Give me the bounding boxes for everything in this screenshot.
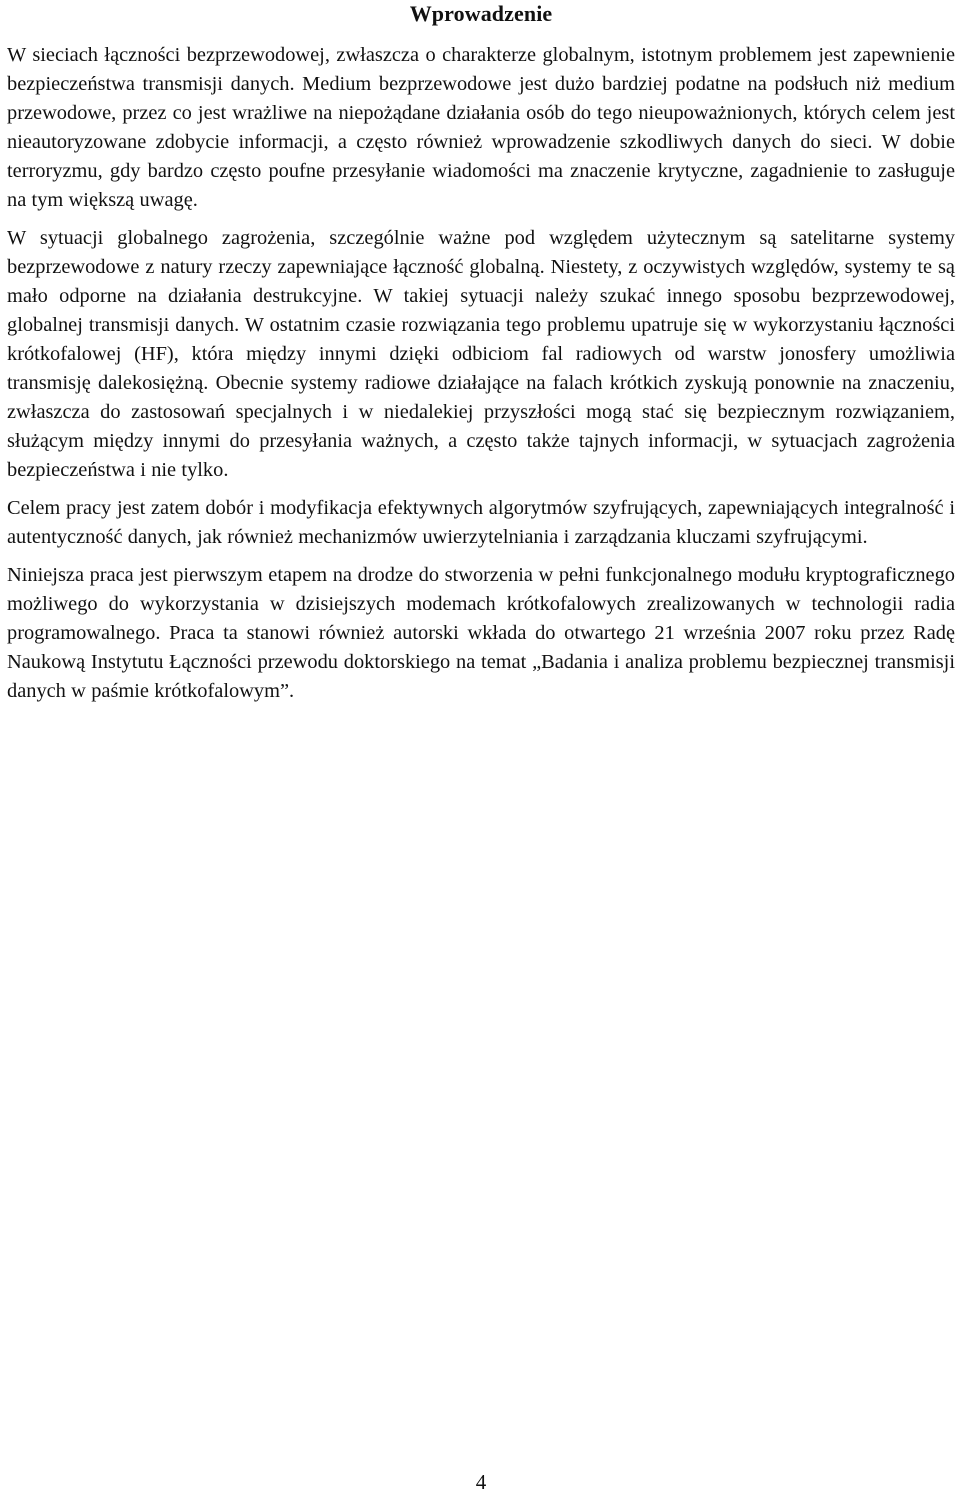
paragraph-stage: Niniejsza praca jest pierwszym etapem na drodze do stworzenia w pełni funkcjonalnego modułu kryptograficznego możliwego do wykorzystania w dzisiejszych modemach krótkofalowych zrealizowanych w technologii radia programowalnego. Praca ta stanowi również autorski wkłada do otwartego 21 września 2007 roku przez Radę Naukową Instytutu Łączności przewodu doktorskiego na temat „Badania i analiza problemu bezpiecznej transmisji danych w paśmie krótkofalowym”. — [7, 564, 955, 702]
paragraph-global-threat: W sytuacji globalnego zagrożenia, szczególnie ważne pod względem użytecznym są satelitarne systemy bezprzewodowe z natury rzeczy zapewniające łączność globalną. Niestety, z oczywistych względów, systemy te są mało odporne na działania destrukcyjne. W takiej sytuacji należy szukać innego sposobu bezprzewodowej, globalnej transmisji danych. W ostatnim czasie rozwiązania tego problemu upatruje się w wykorzystaniu łączności krótkofalowej (HF), która między innymi dzięki odbiciom fal radiowych od warstw jonosfery umożliwia transmisję dalekosiężną. Obecnie systemy radiowe działające na falach krótkich zyskują ponownie na znaczeniu, zwłaszcza do zastosowań specjalnych i w niedalekiej przyszłości mogą stać się bezpiecznym rozwiązaniem, służącym między innymi do przesyłania ważnych, a często także tajnych informacji, w sytuacjach zagrożenia bezpieczeństwa i nie tylko. — [7, 227, 955, 481]
document-page — [7, 0, 955, 1496]
paragraph-intro: W sieciach łączności bezprzewodowej, zwłaszcza o charakterze globalnym, istotnym problemem jest zapewnienie bezpieczeństwa transmisji danych. Medium bezprzewodowe jest dużo bardziej podatne na podsłuch niż medium przewodowe, przez co jest wrażliwe na niepożądane działania osób do tego nieupoważnionych, których celem jest nieautoryzowane zdobycie informacji, a często również wprowadzenie szkodliwych danych do sieci. W dobie terroryzmu, gdy bardzo często poufne przesyłanie wiadomości ma znaczenie krytyczne, zagadnienie to zasługuje na tym większą uwagę. — [7, 44, 955, 211]
page-number: 4 — [475, 1470, 487, 1494]
paragraph-goal: Celem pracy jest zatem dobór i modyfikacja efektywnych algorytmów szyfrujących, zapewniających integralność i autentyczność danych, jak również mechanizmów uwierzytelniania i zarządzania kluczami szyfrującymi. — [7, 497, 955, 548]
section-title: Wprowadzenie — [409, 1, 553, 26]
